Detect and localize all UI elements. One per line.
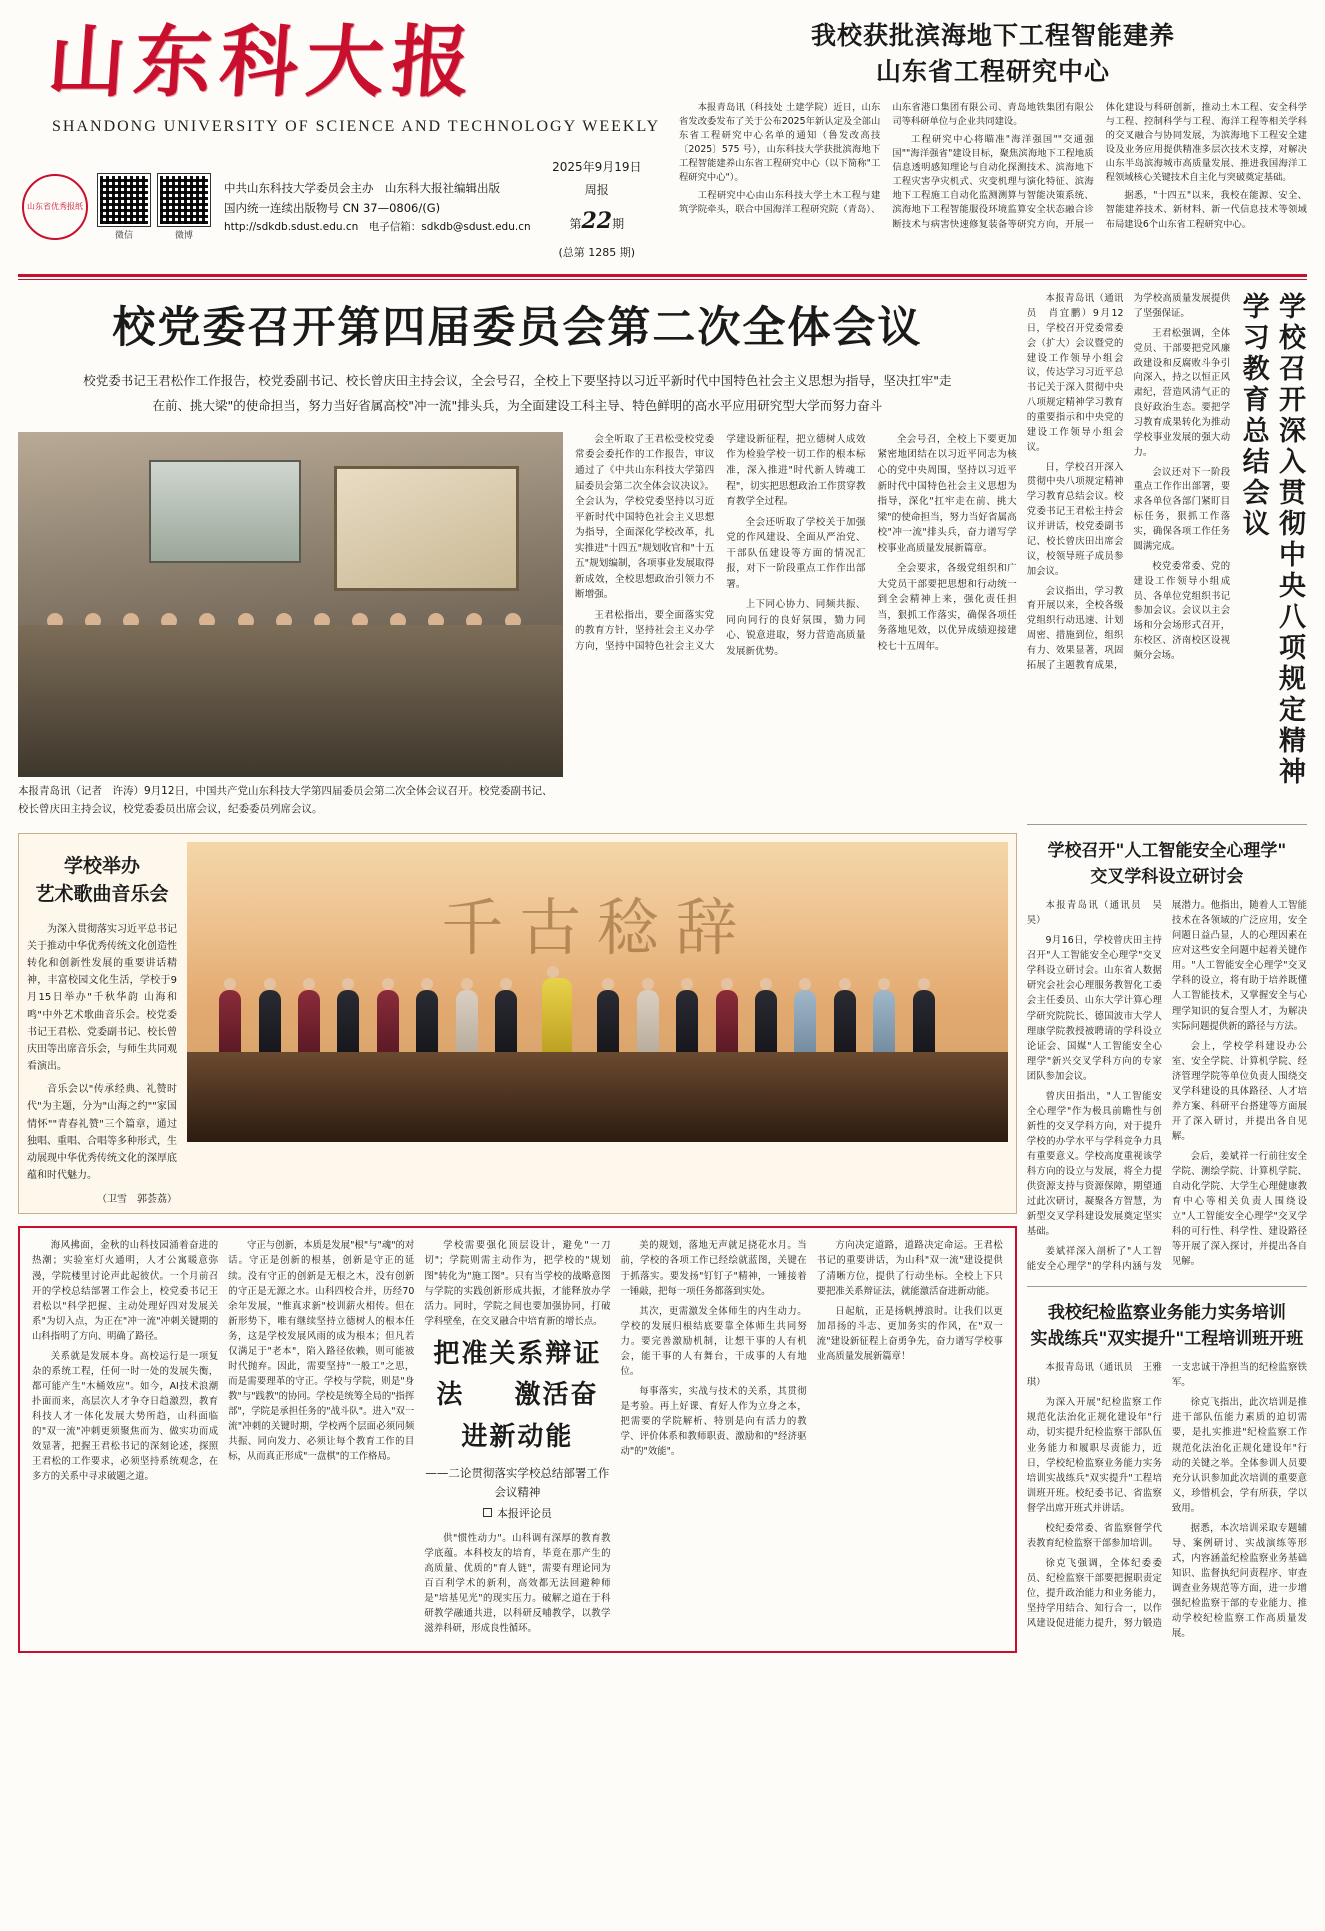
divider-red-thin <box>18 279 1307 280</box>
paragraph: 王君松强调，全体党员、干部要把党风廉政建设和反腐败斗争引向深入，持之以恒正风肃纪，营造风清气正的良好政治生态。要把学习教育成果转化为推动学校事业发展的强大动力。 <box>1133 327 1231 458</box>
paragraph: 全会号召，全校上下要更加紧密地团结在以习近平同志为核心的党中央周围，坚持以习近平新时代中国特色社会主义思想为指导，深化"扛牢走在前、挑大梁"的使命担当，努力当好省属高校"冲一流"排头兵，奋力谱写学校事业高质量发展新篇章。 <box>877 433 1017 554</box>
paragraph: 日，学校召开深入贯彻中央八项规定精神学习教育总结会议。校党委书记王君松主持会议并讲话，校党委副书记、校长曾庆田出席会议，校领导班子成员参加会议。 <box>1026 461 1124 577</box>
paragraph: 会上，学校学科建设办公室、安全学院、计算机学院、经济管理学院等单位负责人围绕交叉学科建设的具体路径、人才培养方案、科研平台搭建等方面展开了深入研讨，并提出各自见解。 <box>1171 1040 1307 1142</box>
top-right-headline-line2: 山东省工程研究中心 <box>875 57 1110 87</box>
right-article-2-headline <box>1027 839 1307 890</box>
paragraph: 供"惯性动力"。山科调有深厚的教育教学底蕴。本科校友的培育，毕竟在那产生的高质量、优质的"育人链"，需要有理论同为百百利学术的新利，高效都无法回避种师是"培基见光"的现实压力。破解之道在于科研教学融通共进，以科研反哺教学，以教学滋养科研，形成良性循环。 <box>424 1532 611 1635</box>
headline-line2: 交叉学科设立研讨会 <box>1090 866 1244 887</box>
qr-wechat[interactable] <box>98 174 150 241</box>
conference-table <box>18 625 563 777</box>
headline-line1: 学校召开"人工智能安全心理学" <box>1047 841 1287 862</box>
editorial-headline-b: 激活奋进新动能 <box>461 1380 599 1452</box>
editorial-column-5 <box>817 1238 1003 1641</box>
qr-wechat-label: 微信 <box>114 230 133 241</box>
paragraph: 全会要求，各级党组织和广大党员干部要把思想和行动统一到全会精神上来，强化责任担当，狠抓工作落实，确保各项任务落地见效，以优异成绩迎接建校七十五周年。 <box>877 563 1017 652</box>
paragraph: 会全听取了王君松受校党委常委会委托作的工作报告，审议通过了《中共山东科技大学第四届委员会第二次全体会议决议》。全会认为，学校党委坚持以习近平新时代中国特色社会主义思想为指导，全面深化学校改革，扎实推进"十四五"规划收官和"十五五"规划编制，各项事业发展取得新成效，全校思想政治引领力不断增强。 <box>575 433 715 601</box>
newspaper-title-english: SHANDONG UNIVERSITY OF SCIENCE AND TECHNOLOGY WEEKLY <box>52 117 661 135</box>
paragraph: 校纪委常委、省监察督学代表教育纪检监察干部参加培训。 <box>1026 1522 1162 1549</box>
paragraph: 海风拂面，金秋的山科技园涌着奋进的热潮；实验室灯火通明，人才公寓暖意弥漫，学院楼里讨论声此起彼伏。一个月前召开的学校总结部署工作会上，校党委书记王君松以"科学把握、主动处理好四对发展关系"为切入点，为正在"冲一流"冲刺关键期的山科指明了方向、明确了路径。 <box>32 1240 219 1342</box>
editorial-column-4 <box>620 1238 806 1641</box>
paragraph: 本报青岛讯（科技处 土建学院）近日，山东省发改委发布了关于公布2025年新认定及全部山东省工程研究中心名单的通知（鲁发改高技〔2025〕575 号），山东科技大学获批滨海地下工程智能建养山东省工程研究中心（以下简称"工程研究中心"）。 <box>679 101 881 184</box>
concert-headline-line1: 学校举办 <box>63 854 140 877</box>
paragraph: 校党委常委、党的建设工作领导小组成员、各单位党组织书记参加会议。会议以主会场和分会场形式召开，东校区、济南校区设视频分会场。 <box>1133 560 1231 661</box>
masthead-meta <box>18 150 663 264</box>
issue-number: 22 <box>581 208 613 235</box>
right-article-3-body <box>1027 1360 1307 1641</box>
paragraph: 其次，更需激发全体师生的内生动力。学校的发展归根结底要靠全体师生共同努力。要完善激励机制，让想干事的人有机会，能干事的人有舞台，干成事的人有地位。 <box>620 1305 807 1377</box>
paragraph: 徐克飞强调，全体纪委委员、纪检监察干部要把握职责定位，提升政治能力和业务能力，坚持学用结合、知行合一，以作风建设促进能力提升，努力锻造一支忠诚干净担当的纪检监察铁军。 <box>1026 1362 1307 1630</box>
lead-body <box>18 432 1017 819</box>
top-right-headline-line1: 我校获批滨海地下工程智能建养 <box>810 21 1175 50</box>
right-zone <box>1027 292 1307 1653</box>
dateline: 本报青岛讯（通讯员 吴昊） <box>1026 900 1162 927</box>
left-zone <box>18 292 1017 1653</box>
lead-headline: 校党委召开第四届委员会第二次全体会议 <box>112 303 923 354</box>
right-article-3-headline <box>1027 1301 1307 1352</box>
lead-subheadline: 校党委书记王君松作工作报告，校党委副书记、校长曾庆田主持会议，全会号召，全校上下要坚持以习近平新时代中国特色社会主义思想为指导，坚决扛牢"走在前、挑大梁"的使命担当，努力当好省属高校"冲一流"排头兵，为全面建设工科主导、特色鲜明的高水平应用研究型大学而努力奋斗 <box>83 373 952 413</box>
paragraph: 姜斌祥深入剖析了"人工智能安全心理学"的学科内涵与发展潜力。他指出，随着人工智能技术在各领域的广泛应用，安全问题日益凸显，人的心理因素在应对这些安全问题中起着关键作用。"人工智能安全心理学"交叉学科的设立，将有助于培养既懂人工智能技术，又掌握安全与心理学知识的复合型人才，为解决实际问题提供新的路径与方法。 <box>1026 900 1307 1273</box>
concert-article <box>18 833 1017 1215</box>
paragraph: 会议指出，学习教育开展以来，全校各级党组织行动迅速、计划周密、措施到位，组织有力、效果显著，巩固拓展了主题教育成果，为学校高质量发展提供了坚强保证。 <box>1026 293 1231 671</box>
editorial-grid <box>32 1238 1003 1641</box>
right-lead-columns <box>1027 292 1230 812</box>
choir-group <box>203 920 991 1064</box>
meeting-photo <box>18 432 563 777</box>
dateline: 本报青岛讯（通讯员 肖宜鹏）9月12日，学校召开党委常委会（扩大）会议暨党的建设工作领导小组会议，传达学习习近平总书记关于深入贯彻中央八项规定精神学习教育的重要指示和中央党的建设工作领导小组会议。 <box>1026 293 1124 453</box>
paragraph: 美的规划，落地无声就足挠花水月。当前，学校的各项工作已经绘就蓝图，关键在于抓落实。要发扬"钉钉子"精神，一锤接着一锤敲，把每一项任务都落到实处。 <box>620 1240 807 1297</box>
paragraph: 守正与创新，本质是发展"根"与"魂"的对话。守正是创新的根基，创新是守正的延续。没有守正的创新是无根之木，没有创新的守正是无源之水。山科四校合并，历经70余年发展，"惟真求新"校训薪火相传。但在新形势下，唯有继续坚持立德树人的根本任务，这是学校发展风雨的成为根本；但凡若仅满足于"老本"，陷入路径依赖，则可能被时代抛弃。因此，需要坚持"一般工"之思，而是需要理革的守正。学校与学院，则是"身教"与"践教"的协同。学校是统筹全局的"指挥部"，学院是承担任务的"战斗队"。进入"双一流"冲刺的关键时期，学校两个层面必须同频共振、同向发力、必须让每个教育工作的目标，从而真正形成"一盘棋"的工作格局。 <box>228 1240 415 1463</box>
editorial-column-2 <box>228 1238 414 1641</box>
right-article-3 <box>1027 1301 1307 1641</box>
paragraph: 为深入开展"纪检监察工作规范化法治化正规化建设年"行动，切实提升纪检监察干部队伍业务能力和履职尽责能力，近日，学校纪检监察业务能力实务培训实战练兵"双实提升"工程培训班开班。校纪委书记、省监察督学出席开班式并讲话。 <box>1026 1397 1162 1514</box>
top-right-article <box>663 14 1307 232</box>
website-line: http://sdkdb.sdust.edu.cn 电子信箱：sdkdb@sdust.edu.cn <box>224 220 531 233</box>
editorial-headline <box>424 1334 610 1459</box>
paragraph: 会议还对下一阶段重点工作作出部署，要求各单位各部门紧盯目标任务，狠抓工作落实，确保各项工作任务圆满完成。 <box>1133 466 1231 552</box>
right-article-2-body <box>1027 898 1307 1274</box>
cn-number-line: 国内统一连续出版物号 CN 37—0806/(G) <box>224 200 441 215</box>
qr-code-icon <box>158 174 210 226</box>
concert-signature: （卫雪 郭荟荔） <box>97 1194 177 1206</box>
paragraph: 工程研究中心由山东科技大学土木工程与建筑学院牵头，联合中国海洋工程研究院（青岛）、山东省港口集团有限公司、青岛地铁集团有限公司等科研单位与企业共同建设。 <box>679 101 1094 216</box>
paragraph: 上下同心协力、同频共振、同向同行的良好氛围，勠力同心、锐意进取，努力营造高质量发展新优势。 <box>726 599 866 657</box>
right-lead-article <box>1027 292 1307 812</box>
paragraph: 据悉，"十四五"以来，我校在能源、安全、智能建养技术、新材料、新一代信息技术等领域布局建设6个山东省工程研究中心。 <box>1105 190 1307 230</box>
concert-headline <box>27 852 177 909</box>
paragraph: 王君松指出，要全面落实党的教育方针，坚持社会主义办学方向，坚持中国特色社会主义大学建设新征程，把立德树人成效作为检验学校一切工作的根本标准，深入推进"时代新人铸魂工程"，切实把思想政治工作贯穿教育教学全过程。 <box>575 433 866 652</box>
paragraph: 据悉，本次培训采取专题辅导、案例研讨、实战演练等形式，内容涵盖纪检监察业务基础知识、监督执纪问责程序、审查调查业务规范等方面，进一步增强纪检监察干部的专业能力、推动学校纪检监察工作高质量发展。 <box>1171 1522 1307 1640</box>
editorial-headline-a: 把准关系辩证法 <box>433 1338 602 1411</box>
paragraph: 方向决定道路，道路决定命运。王君松书记的重要讲话，为山科"双一流"建设提供了清晰方位，提供了行动坐标。全校上下只要把准关系辩证法，就能激活奋进新动能。 <box>816 1240 1003 1297</box>
lead-article-columns <box>575 432 1017 819</box>
publish-date: 2025年9月19日 <box>552 159 642 174</box>
editorial-article <box>18 1226 1017 1653</box>
stage-backdrop-text: 千古稔辞 <box>441 890 754 964</box>
right-vertical-headline: 学校召开深入贯彻中央八项规定精神学习教育总结会议 <box>1237 292 1305 789</box>
concert-headline-line2: 艺术歌曲音乐会 <box>35 883 169 906</box>
editorial-column-3 <box>424 1238 610 1641</box>
dateline: 本报青岛讯（通讯员 王雅琪） <box>1026 1362 1162 1389</box>
paragraph: 学校需要强化顶层设计，避免"一刀切"；学院则需主动作为，把学校的"规划图"转化为"施工图"。只有当学校的战略意图与学院的实践创新形成共振，才能释放办学活力。同时，学院之间也要加强协同，打破学科壁垒，在交叉融合中培育新的增长点。 <box>424 1240 611 1327</box>
qr-code-icon <box>98 174 150 226</box>
award-seal-text: 山东省优秀报纸 <box>27 201 83 211</box>
total-issue: (总第 1285 期) <box>558 246 636 260</box>
divider-red-thick <box>18 274 1307 277</box>
paragraph: 为深入贯彻落实习近平总书记关于推动中华优秀传统文化创造性转化和创新性发展的重要讲话精神，丰富校园文化生活，学校于9月15日举办"千秋华韵 山海和鸣"中外艺术歌曲音乐会。校党委书记王君松、党委副书记、校长曾庆田等出席音乐会，与师生共同观看演出。 <box>27 923 177 1073</box>
paragraph: 工程研究中心将瞄准"海洋强国""交通强国""海洋强省"建设目标，聚焦滨海地下工程地质信息透明感知理论与自动化探测技术、滨海地下工程灾害孕灾机式、灾变机理与演化特征、滨海地下工程施工自动化监测测算与智能决策系统、滨海地下工程智能服役环境监算安全状态融合诊断技术与病害快速修复装备等研究方向，开展一体化建设与科研创新，推动土木工程、安全科学与工程、控制科学与工程、海洋工程等相关学科的交叉融合与协同发展，为滨海地下工程安全建设及业务应用提供精准多层次技术支撑，对解决山东半岛滨海城市高质量发展、推进我国海洋工程领域核心关键技术自主化与突破奠定基础。 <box>892 101 1307 230</box>
sponsor-line: 中共山东科技大学委员会主办 山东科大报社编辑出版 <box>224 180 500 195</box>
issue-prefix: 第 <box>569 217 582 232</box>
square-bullet-icon <box>483 1508 492 1517</box>
stage-floor <box>187 1052 1008 1142</box>
top-right-body <box>679 101 1307 232</box>
masthead-issue-info <box>531 150 663 264</box>
divider <box>1027 1286 1307 1287</box>
paragraph: 每事落实，实战与技术的关系，其贯彻是考验。再上好课、育好人作为立身之本，把需要的学院解析、特别是向有活力的教学、评价体系和教师职责、激励和的"经济驱动"的"效能"。 <box>620 1385 807 1458</box>
paragraph: 徐克飞指出，此次培训是推进干部队伍能力素质的迫切需要，是扎实推进"纪检监察工作规范化法治化正规化建设年"行动的关键之举。全体参训人员要充分认识参加此次培训的重要意义，珍惜机会，学有所获，学以致用。 <box>1171 1397 1307 1514</box>
qr-weibo-label: 微博 <box>174 230 193 241</box>
headline-line1: 我校纪检监察业务能力实务培训 <box>1047 1303 1286 1324</box>
qr-weibo[interactable] <box>158 174 210 241</box>
paragraph: 音乐会以"传承经典、礼赞时代"为主题，分为"山海之约""家国情怀""青春礼赞"三个篇章，通过独唱、重唱、合唱等多种形式，生动展现中华优秀传统文化的深厚底蕴和时代魅力。 <box>27 1084 177 1182</box>
editorial-subheadline: ——二论贯彻落实学校总结部署工作会议精神 <box>425 1466 610 1499</box>
headline-line2: 实战练兵"双实提升"工程培训班开班 <box>1030 1328 1304 1349</box>
editorial-author-name: 本报评论员 <box>496 1507 552 1521</box>
lead-photo-caption: 本报青岛讯（记者 许涛）9月12日，中国共产党山东科技大学第四届委员会第二次全体会议召开。校党委副书记、校长曾庆田主持会议，校党委委员出席会议，纪委委员列席会议。 <box>18 784 553 815</box>
paragraph: 日起航，正是扬帆搏浪时。让我们以更加昂扬的斗志、更加务实的作风，在"双一流"建设新征程上奋勇争先，奋力谱写学校事业高质量发展新篇章！ <box>816 1305 1003 1362</box>
paragraph: 9月16日，学校曾庆田主持召开"人工智能安全心理学"交叉学科设立研讨会。山东省人数据研究会社会心理服务教智化工委会主任委员、山东大学计算心理学研究院院长、德国波市大学人理康学院教授被聘请的学科设立论证会、国媒"人工智能安全心理学"新兴交叉学科方向的专家团队参加会议。 <box>1026 935 1162 1082</box>
paragraph: 会后，姜斌祥一行前往安全学院、测绘学院、计算机学院、自动化学院、大学生心理健康教育中心等相关负责人围绕设立"人工智能安全心理学"交叉学科的可行性、科学性、建设路径等开展了深入探讨，并提出各自见解。 <box>1171 1150 1307 1268</box>
masthead <box>18 14 1307 264</box>
masthead-publisher-info <box>224 178 531 237</box>
paragraph: 曾庆田指出，"人工智能安全心理学"作为极具前瞻性与创新性的交叉学科方向，对于提升学校的办学水平与学科竞争力具有重要意义。学校高度重视该学科方向的设立与发展，将全力提供资源支持与资源保障，期望通过此次研讨，凝聚各方智慧，为新型交叉学科建设发展奠定坚实基础。 <box>1026 1090 1162 1238</box>
top-right-headline <box>679 18 1307 91</box>
issue-number-line <box>531 201 663 243</box>
paragraph: 关系就是发展本身。高校运行是一项复杂的系统工程，任何一时一处的发展失衡，都可能产生"木桶效应"。如今，AI技术浪潮扑面而来，高层次人才争夺日趋激烈，教育科技人才一体化发展大势所趋，山科面临的"双一流"冲刺更须聚焦而为、做实功而成效显著，把握王君松书记的深刻论述，探照王君松的工作要求，必须坚持系统观念，在多方的关系中寻求破题之道。 <box>32 1350 219 1483</box>
editorial-column-1 <box>32 1238 218 1641</box>
issue-suffix: 期 <box>612 217 625 232</box>
paragraph: 全会还听取了学校关于加强党的作风建设、全面从严治党、干部队伍建设等方面的情况汇报，对下一阶段重点工作作出部署。 <box>726 516 866 590</box>
lead-photo-block <box>18 432 563 819</box>
award-seal-icon <box>22 174 88 240</box>
right-article-2 <box>1027 839 1307 1274</box>
publish-frequency: 周报 <box>584 182 609 197</box>
editorial-author <box>424 1505 610 1523</box>
newspaper-title: 山东科大报 <box>44 17 482 108</box>
main-content <box>18 292 1307 1653</box>
concert-text <box>27 842 177 1206</box>
concert-photo <box>187 842 1008 1142</box>
divider <box>1027 824 1307 825</box>
masthead-left <box>18 14 663 264</box>
